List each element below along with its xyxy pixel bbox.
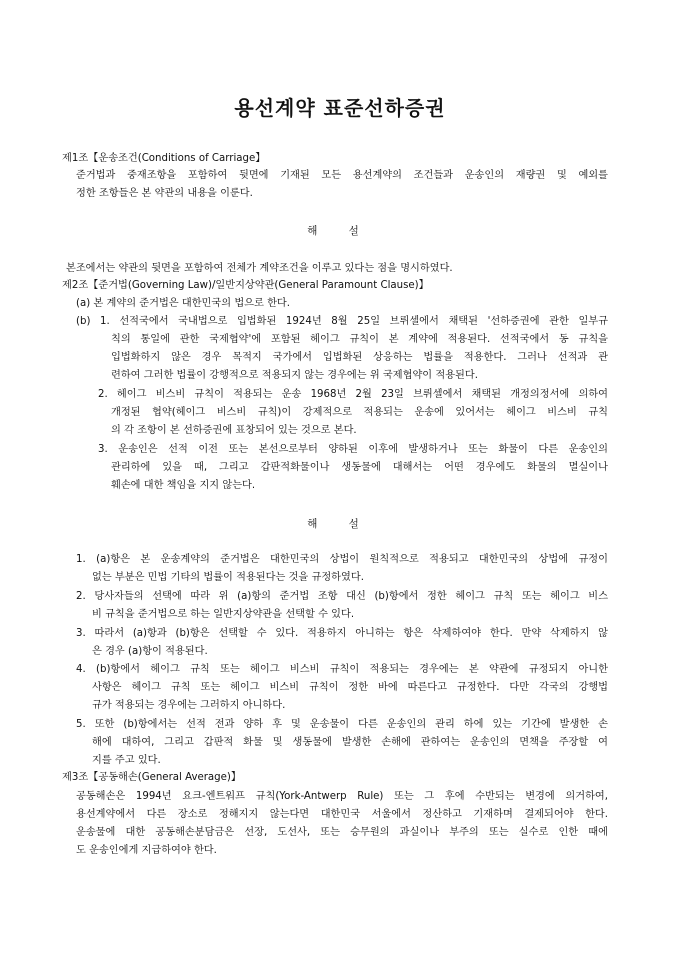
article2-commentary-line: 5. 또한 (b)항에서는 선적 전과 양하 후 및 운송물이 다른 운송인의 관리 하에 있는 기간에 발생한 손 — [76, 719, 608, 730]
article2-commentary-line: 은 경우 (a)항이 적용된다. — [92, 646, 208, 657]
article2-commentary-line: 비 규칙을 준거법으로 하는 일반지상약관을 선택할 수 있다. — [92, 609, 355, 620]
article2-commentary-line: 없는 부분은 민법 기타의 법률이 적용된다는 것을 규정하였다. — [92, 572, 364, 583]
article2-clause-a: (a) 본 계약의 준거법은 대한민국의 법으로 한다. — [76, 298, 290, 309]
article2-clause-b3-line: 3. 운송인은 선적 이전 또는 본선으로부터 양하된 이후에 발생하거나 또는 화물이 다른 운송인의 — [98, 444, 608, 455]
article2-clause-b2-line: 개정된 협약(헤이그 비스비 규칙)이 강제적으로 적용되는 운송에 있어서는 헤이그 비스비 규칙 — [111, 407, 608, 418]
article2-clause-b3-line: 관리하에 있을 때, 그리고 갑판적화물이나 생동물에 대해서는 어떤 경우에도 화물의 멸실이나 — [111, 462, 608, 473]
article3-body-line: 공동해손은 1994년 요크-엔트워프 규칙(York-Antwerp Rule) 또는 그 후에 수반되는 변경에 의거하여, — [76, 791, 608, 802]
article2-commentary-line: 규가 적용되는 경우에는 그러하지 아니하다. — [92, 700, 286, 711]
article3-body-line: 도 운송인에게 지급하여야 한다. — [76, 845, 217, 856]
article2-commentary-line: 사항은 헤이그 규칙 또는 헤이그 비스비 규칙이 정한 바에 따른다고 규정한다. 다만 각국의 강행법 — [92, 682, 608, 693]
article2-clause-b1-line: (b) 1. 선적국에서 국내법으로 입법화된 1924년 8월 25일 브뤼셀에서 채택된 '선하증권에 관한 일부규 — [76, 316, 608, 327]
article2-clause-b3-line: 훼손에 대한 책임을 지지 않는다. — [111, 480, 256, 491]
article2-commentary-line: 4. (b)항에서 헤이그 규칙 또는 헤이그 비스비 규칙이 적용되는 경우에는 본 약관에 규정되지 아니한 — [76, 664, 608, 675]
article3-heading: 제3조【공동해손(General Average)】 — [62, 772, 242, 783]
article1-commentary: 본조에서는 약관의 뒷면을 포함하여 전체가 계약조건을 이루고 있다는 점을 명시하였다. — [66, 263, 453, 274]
article2-heading: 제2조【준거법(Governing Law)/일반지상약관(General Paramount Clause)】 — [62, 280, 429, 291]
article2-clause-b2-line: 의 각 조항이 본 선하증권에 표창되어 있는 것으로 본다. — [111, 425, 357, 436]
article1-body-line: 준거법과 중재조항을 포함하여 뒷면에 기재된 모든 용선계약의 조건들과 운송인의 재량권 및 예외를 — [76, 170, 608, 181]
article2-commentary-line: 1. (a)항은 본 운송계약의 준거법은 대한민국의 상법이 원칙적으로 적용되고 대한민국의 상법에 규정이 — [76, 554, 608, 565]
article2-clause-b1-line: 련하여 그러한 법률이 강행적으로 적용되지 않는 경우에는 위 국제협약이 적용된다. — [111, 370, 478, 381]
article2-commentary-line: 3. 따라서 (a)항과 (b)항은 선택할 수 있다. 적용하지 아니하는 항은 삭제하여야 한다. 만약 삭제하지 않 — [76, 628, 608, 639]
article1-commentary-title: 해 설 — [307, 225, 373, 237]
article2-clause-b1-line: 입법화하지 않은 경우 목적지 국가에서 입법화된 상응하는 법률을 적용한다. 그러나 선적과 관 — [111, 352, 608, 363]
document-title: 용선계약 표준선하증권 — [234, 96, 446, 120]
article1-heading: 제1조【운송조건(Conditions of Carriage】 — [62, 153, 266, 164]
article3-body-line: 용선계약에서 다른 장소로 정해지지 않는다면 대한민국 서울에서 정산하고 기재하며 결제되어야 한다. — [76, 809, 608, 820]
article3-body-line: 운송물에 대한 공동해손분담금은 선장, 도선사, 또는 승무원의 과실이나 부주의 또는 실수로 인한 때에 — [76, 827, 608, 838]
article2-clause-b1-line: 칙의 통일에 관한 국제협약'에 포함된 헤이그 규칙이 본 계약에 적용된다. 선적국에서 동 규칙을 — [111, 334, 608, 345]
article2-commentary-line: 해에 대하여, 그리고 갑판적 화물 및 생동물에 발생한 손해에 관하여는 운송인의 면책을 주장할 여 — [92, 737, 608, 748]
article1-body-line: 정한 조항들은 본 약관의 내용을 이룬다. — [76, 188, 253, 199]
article2-commentary-line: 지를 주고 있다. — [92, 755, 161, 766]
article2-clause-b2-line: 2. 헤이그 비스비 규칙이 적용되는 운송 1968년 2월 23일 브뤼셀에서 채택된 개정의정서에 의하여 — [98, 389, 608, 400]
article2-commentary-title: 해 설 — [307, 518, 373, 530]
article2-commentary-line: 2. 당사자들의 선택에 따라 위 (a)항의 준거법 조항 대신 (b)항에서 정한 헤이그 규칙 또는 헤이그 비스 — [76, 591, 608, 602]
